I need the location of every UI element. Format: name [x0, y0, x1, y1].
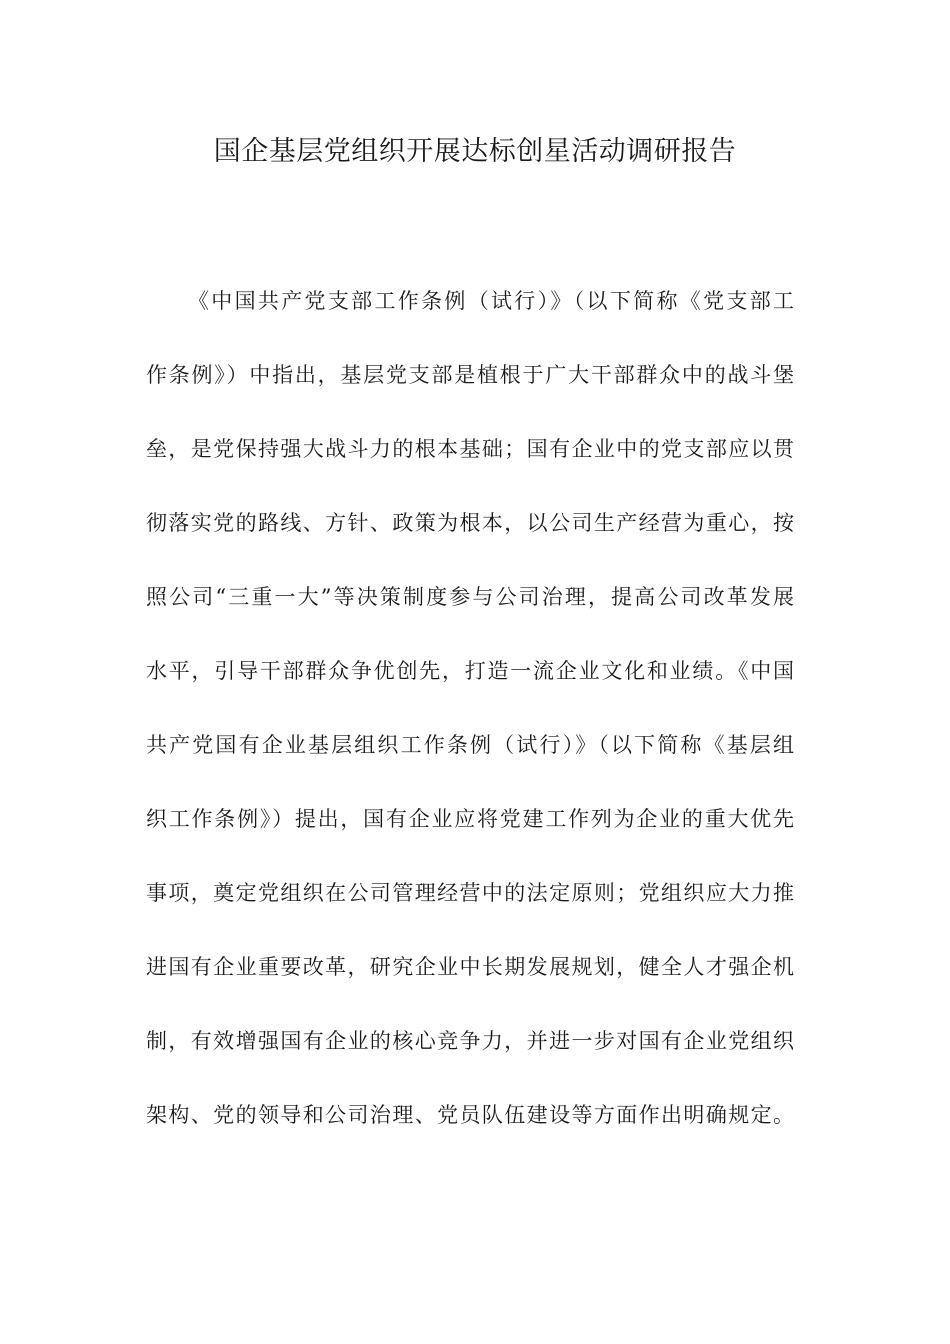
paragraph-line: 作条例》）中指出，基层党支部是植根于广大干部群众中的战斗堡 — [146, 363, 794, 387]
paragraph-line: 进国有企业重要改革，研究企业中长期发展规划，健全人才强企机 — [146, 955, 794, 979]
paragraph-line: 制，有效增强国有企业的核心竞争力，并进一步对国有企业党组织 — [146, 1029, 794, 1053]
document-title: 国企基层党组织开展达标创星活动调研报告 — [213, 136, 737, 167]
paragraph-line: 《中国共产党支部工作条例（试行）》（以下简称《党支部工 — [188, 289, 794, 313]
paragraph-line: 水平，引导干部群众争优创先，打造一流企业文化和业绩。《中国 — [146, 659, 794, 683]
paragraph-line: 共产党国有企业基层组织工作条例（试行）》（以下简称《基层组 — [146, 733, 794, 757]
paragraph-line: 彻落实党的路线、方针、政策为根本，以公司生产经营为重心，按 — [146, 511, 794, 535]
paragraph-line: 垒，是党保持强大战斗力的根本基础；国有企业中的党支部应以贯 — [146, 437, 794, 461]
paragraph-line: 架构、党的领导和公司治理、党员队伍建设等方面作出明确规定。 — [146, 1103, 794, 1127]
paragraph-line: 织工作条例》）提出，国有企业应将党建工作列为企业的重大优先 — [146, 807, 794, 831]
paragraph-line: 事项，奠定党组织在公司管理经营中的法定原则；党组织应大力推 — [146, 881, 794, 905]
paragraph-line: 照公司“三重一大”等决策制度参与公司治理，提高公司改革发展 — [146, 585, 794, 609]
